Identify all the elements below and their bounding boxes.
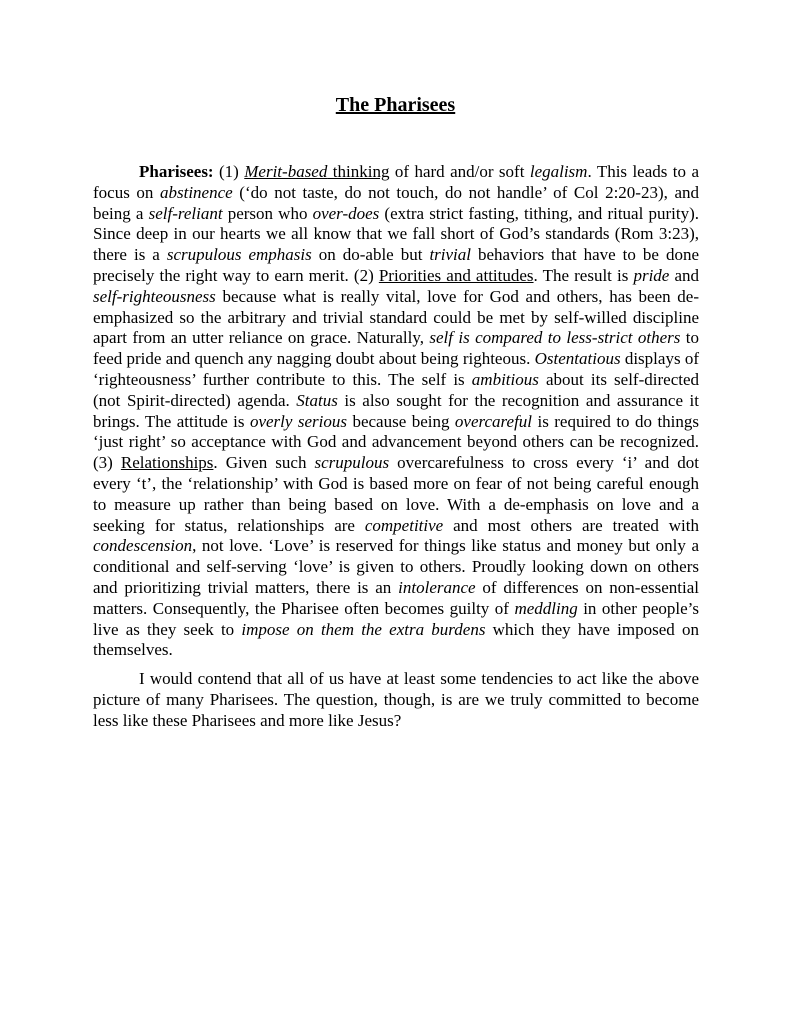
text-run: is required to do things ‘just right’ so acceptance with God and advancement beyond others can be recognized. (3) (93, 411, 700, 473)
text-run: thinking (327, 162, 390, 181)
text-run: of hard and/or soft (389, 162, 530, 181)
text-run: legalism (529, 162, 588, 181)
text-run: Ostentatious (534, 349, 621, 369)
text-run: over-does (312, 203, 380, 223)
text-run: . The result is (533, 265, 634, 285)
text-run: (1) (213, 162, 245, 181)
text-run: overcarefulness to cross every ‘i’ and dot every ‘t’, the ‘relationship’ with God is based more on fear of not being careful enough to measure up rather than being based on love. With a de-emphasis on love and a seeking for status, relationships are (93, 453, 699, 535)
document-body (93, 162, 699, 732)
text-run: to feed pride and quench any nagging doubt about being righteous. (93, 328, 699, 369)
text-run: competitive (364, 515, 444, 535)
text-run: Status (296, 390, 338, 410)
text-run: meddling (514, 598, 578, 618)
text-run: . Given such (213, 453, 315, 473)
text-run: of differences on non-essential matters. Consequently, the Pharisee often becomes guilty of (93, 577, 699, 618)
text-run: . This leads to a focus on (93, 162, 699, 202)
text-run: person who (222, 203, 313, 223)
text-run: trivial (429, 245, 472, 265)
text-run: on do-able but (311, 245, 430, 265)
document-title: The Pharisees (335, 94, 456, 116)
text-run: which they have imposed on themselves. (93, 619, 699, 660)
text-run: Priorities and attitudes (378, 265, 534, 285)
text-run: and (669, 265, 700, 285)
text-run: overly serious (249, 411, 348, 431)
paragraph-pharisees-description (93, 162, 699, 661)
text-run: abstinence (160, 182, 233, 202)
text-run: impose on them the extra burdens (241, 619, 486, 639)
text-run: , not love. ‘Love’ is reserved for things like status and money but only a conditional and self-serving ‘love’ is given to others. Proudly looking down on others and prioritizing trivial matters, there is an (93, 536, 699, 597)
text-run: self-righteousness (93, 286, 216, 306)
text-run: (extra strict fasting, tithing, and ritual purity). Since deep in our hearts we all know that we fall short of God’s standards (Rom 3:23), there is a (93, 203, 699, 265)
text-run: about its self-directed (not Spirit-directed) agenda. (93, 369, 700, 410)
text-run: (‘do not taste, do not touch, do not handle’ of Col 2:20-23), and being a (93, 182, 699, 223)
text-run: is also sought for the recognition and assurance it brings. The attitude is (93, 390, 700, 431)
text-run: Merit-based (244, 162, 328, 181)
text-run: in other people’s live as they seek to (93, 598, 699, 639)
text-run: behaviors that have to be done precisely the right way to earn merit. (2) (93, 245, 699, 285)
text-run: scrupulous (314, 453, 390, 473)
text-run: condescension (93, 536, 193, 556)
text-run: overcareful (454, 411, 533, 431)
text-run: Relationships (120, 453, 214, 473)
text-run: scrupulous emphasis (166, 245, 312, 265)
text-run: self-reliant (148, 203, 223, 223)
text-run: because being (347, 411, 455, 431)
paragraph-conclusion: I would contend that all of us have at least some tendencies to act like the above picture of many Pharisees. The question, though, is are we truly committed to become less like these Pharisees and more like Jesus? (93, 669, 699, 730)
text-run: displays of ‘righteousness’ further contribute to this. The self is (93, 349, 699, 389)
text-run: because what is really vital, love for God and others, has been de-emphasized so the arbitrary and trivial standard could be met by self-willed discipline apart from an utter reliance on grace. Naturally, (93, 286, 699, 348)
text-run: Pharisees: (139, 162, 214, 181)
text-run: pride (633, 265, 670, 285)
text-run: intolerance (398, 577, 476, 597)
text-run: self is compared to less-strict others (429, 328, 681, 348)
text-run: and most others are treated with (443, 515, 699, 535)
text-run: ambitious (471, 369, 539, 389)
